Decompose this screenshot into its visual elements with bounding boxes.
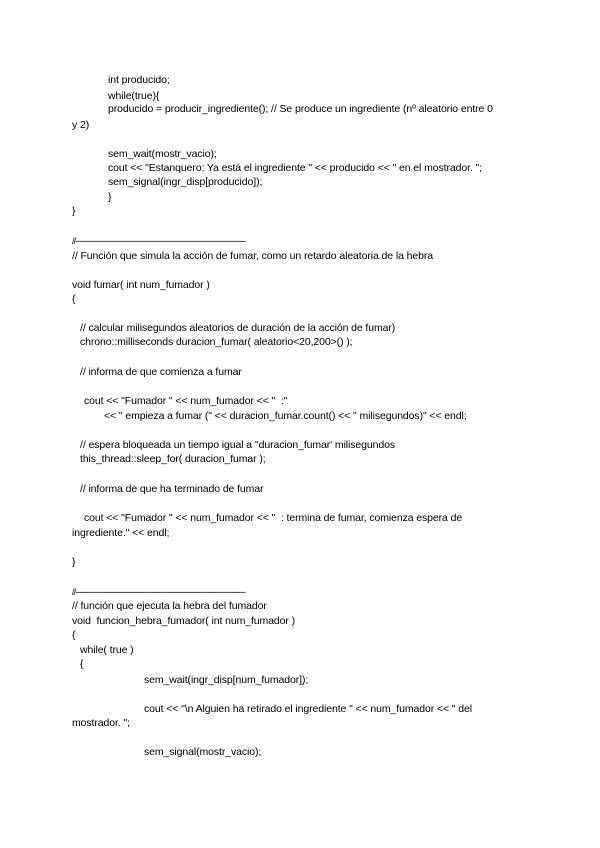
separator-comment: //---------------------------------------------------------------------------------	[72, 587, 246, 597]
comment-line: // función que ejecuta la hebra del fumador	[72, 600, 267, 612]
comment-line: // Función que simula la acción de fumar, como un retardo aleatoria de la hebra	[72, 250, 433, 262]
code-line: {	[80, 658, 84, 670]
code-line: sem_signal(ingr_disp[producido]);	[108, 176, 263, 188]
code-line: sem_wait(ingr_disp[num_fumador]);	[144, 674, 309, 686]
code-line: }	[108, 191, 112, 203]
code-line: cout << "Fumador " << num_fumador << " : termina de fumar, comienza espera de	[84, 512, 463, 524]
code-line: cout << "Estanquero: Ya está el ingrediente " << producido << " en el mostrador. ";	[108, 162, 482, 174]
code-line: chrono::milliseconds duracion_fumar( aleatorio<20,200>() );	[80, 336, 353, 348]
code-line: ingrediente." << endl;	[72, 527, 170, 539]
code-line: }	[72, 556, 76, 568]
code-line: << " empieza a fumar (" << duracion_fumar.count() << " milisegundos)" << endl;	[104, 410, 467, 422]
code-line: this_thread::sleep_for( duracion_fumar );	[80, 453, 266, 465]
comment-line: // espera bloqueada un tiempo igual a ''duracion_fumar' milisegundos	[80, 439, 395, 451]
code-line: while(true){	[108, 90, 160, 102]
code-line: mostrador. ";	[72, 717, 130, 729]
function-signature: void fumar( int num_fumador )	[72, 279, 210, 291]
code-line: cout << "Fumador " << num_fumador << " :"	[84, 395, 288, 407]
code-line: {	[72, 293, 76, 305]
function-signature: void funcion_hebra_fumador( int num_fumador )	[72, 615, 296, 627]
code-line: sem_signal(mostr_vacio);	[144, 746, 262, 758]
code-line: sem_wait(mostr_vacio);	[108, 148, 217, 160]
code-line: cout << "\n Alguien ha retirado el ingrediente " << num_fumador << " del	[144, 703, 472, 715]
code-line: y 2)	[72, 119, 90, 131]
comment-line: // informa de que comienza a fumar	[80, 366, 242, 378]
code-line: }	[72, 205, 76, 217]
code-line: {	[72, 629, 76, 641]
separator-comment: //---------------------------------------------------------------------------------	[72, 236, 246, 246]
code-line: int producido;	[108, 74, 170, 86]
code-line: while( true )	[80, 644, 134, 656]
comment-line: // informa de que ha terminado de fumar	[80, 483, 264, 495]
code-line: producido = producir_ingrediente(); // Se produce un ingrediente (nº aleatorio entre 0	[108, 103, 493, 115]
comment-line: // calcular milisegundos aleatorios de duración de la acción de fumar)	[80, 322, 396, 334]
